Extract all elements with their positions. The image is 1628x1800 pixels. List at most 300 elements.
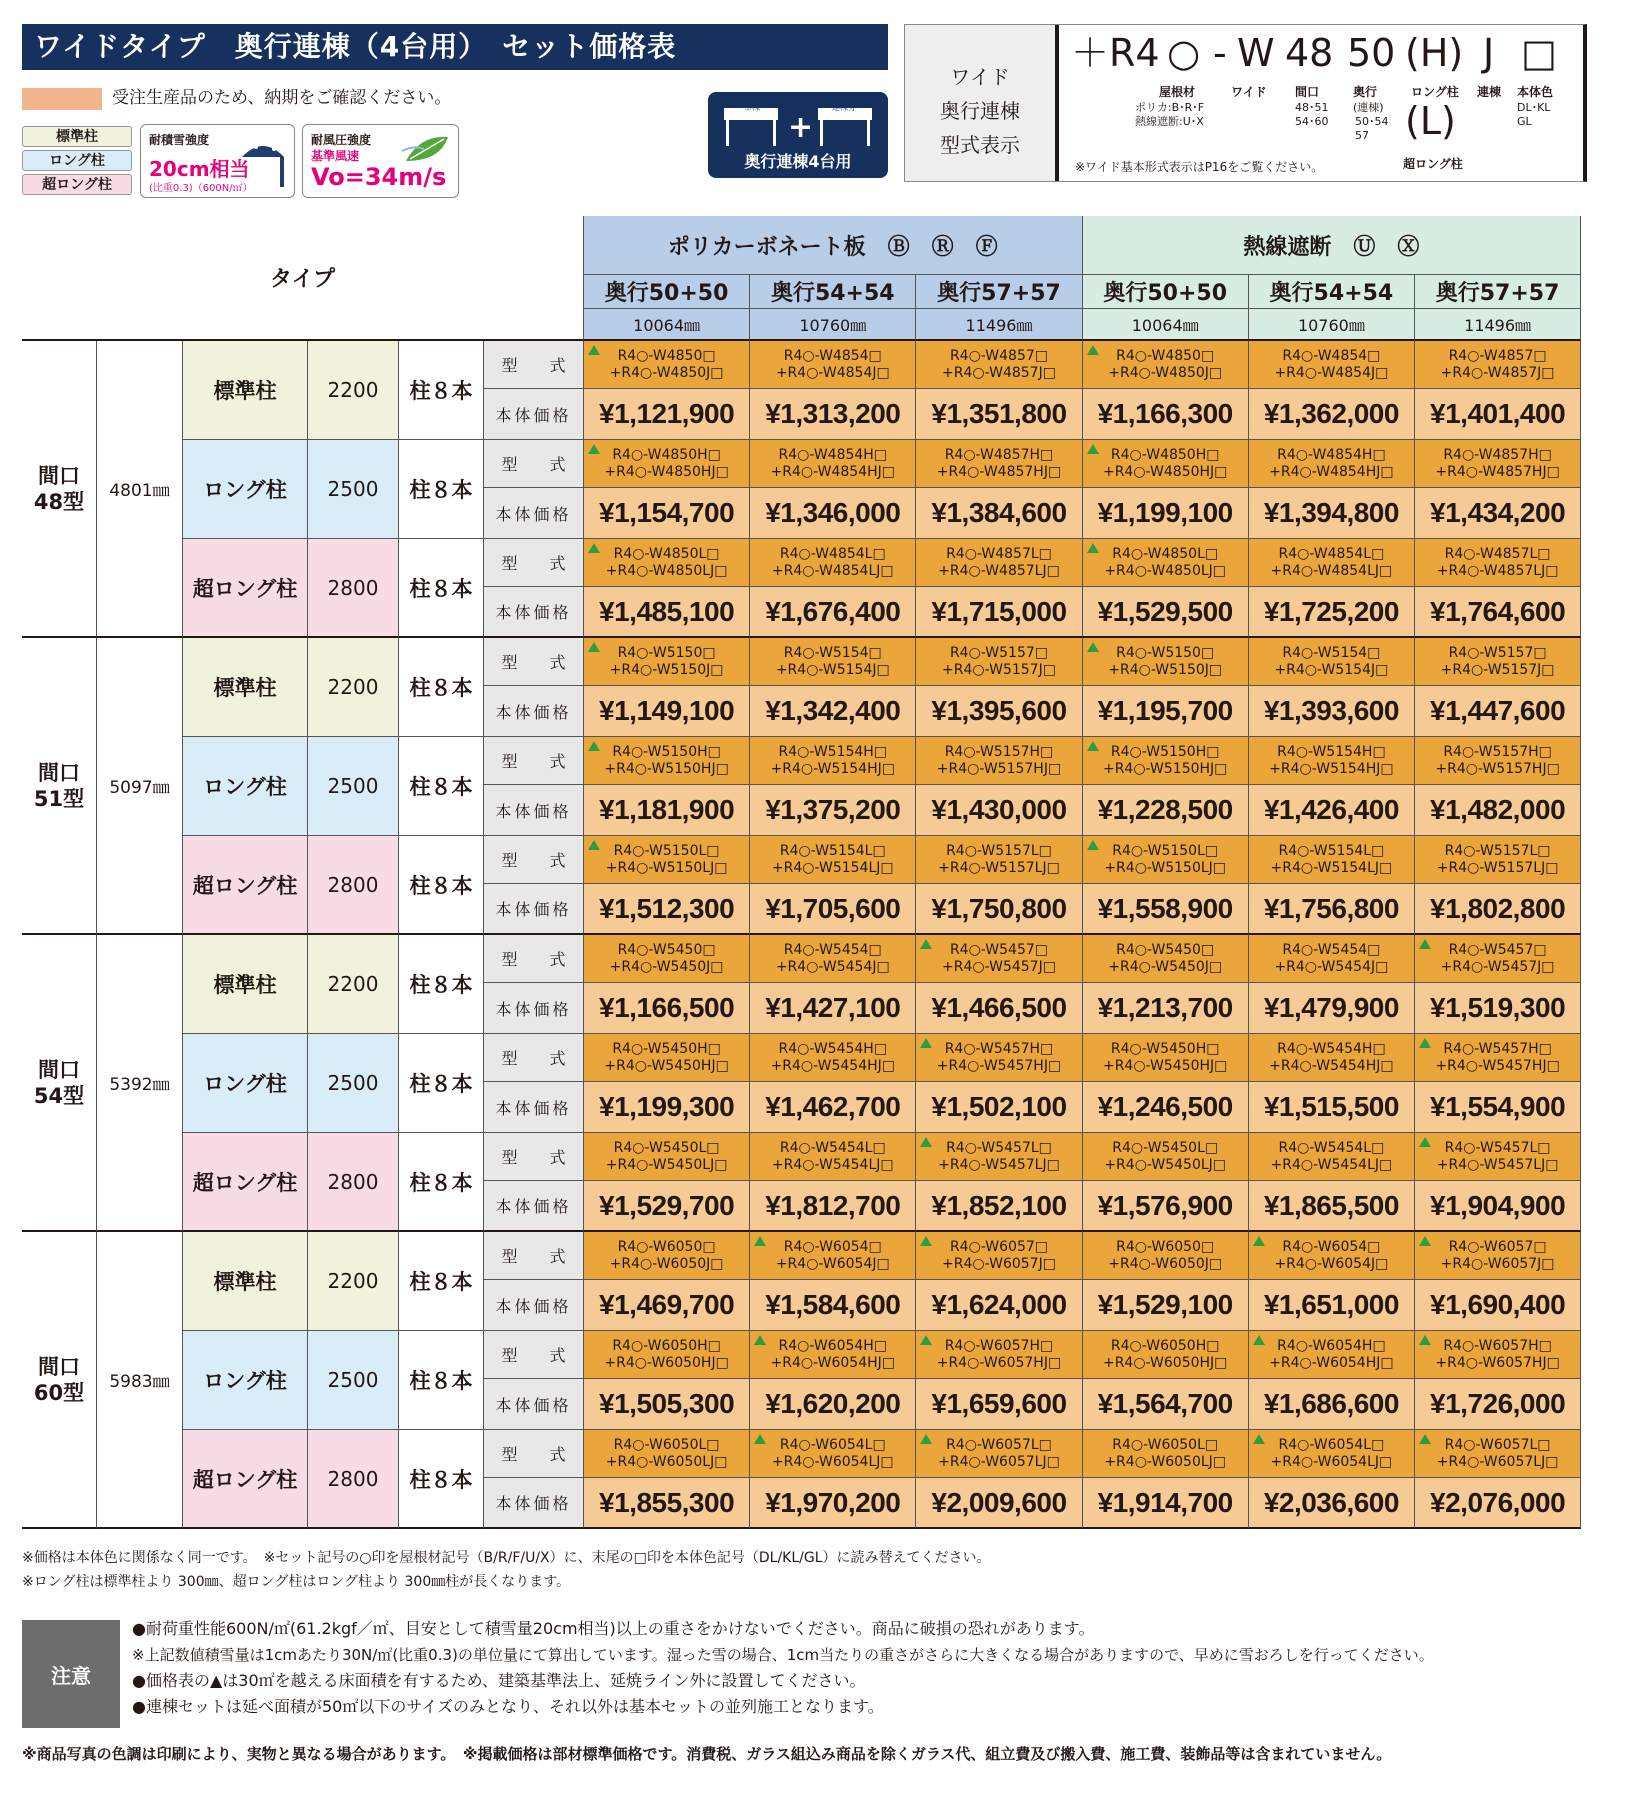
model-code-cell — [584, 1133, 750, 1181]
model-code-cell — [1083, 341, 1249, 389]
model-code-cell — [584, 440, 750, 488]
triangle-mark-icon — [588, 642, 600, 652]
price-cell: ¥1,362,000 — [1249, 389, 1415, 440]
price-cell: ¥1,690,400 — [1415, 1280, 1581, 1331]
model-code-text: R4○-W5457L□ — [946, 1139, 1052, 1156]
model-code-cell — [1083, 1232, 1249, 1280]
model-code-text: R4○-W5157□ — [949, 644, 1048, 661]
note-line: ※ロング柱は標準柱より 300㎜、超ロング柱はロング柱より 300㎜柱が長くなります。 — [22, 1574, 571, 1590]
model-code-cell — [1249, 638, 1415, 686]
model-code-text: +R4○-W4854HJ□ — [770, 463, 895, 480]
model-code-text: R4○-W5154□ — [1282, 644, 1381, 661]
model-code-cell — [1415, 935, 1581, 983]
model-code-cell — [750, 1232, 916, 1280]
model-code-text: +R4○-W5157HJ□ — [936, 760, 1062, 777]
model-code-text: R4○-W5457H□ — [1443, 1040, 1552, 1057]
model-code-text: R4○-W4850L□ — [613, 545, 720, 562]
model-code-text: +R4○-W4857LJ□ — [938, 562, 1060, 579]
price-cell: ¥1,166,300 — [1083, 389, 1249, 440]
model-row-label: 型 式 — [484, 1133, 584, 1181]
model-code-text: +R4○-W6057LJ□ — [938, 1453, 1060, 1470]
price-cell: ¥1,395,600 — [916, 686, 1082, 737]
length-header: 11496㎜ — [1415, 309, 1581, 341]
post-count: 柱８本 — [399, 836, 484, 935]
model-code-cell — [916, 1430, 1082, 1478]
model-code-text: R4○-W6050L□ — [613, 1436, 720, 1453]
code-label-color: 本体色 — [1517, 85, 1554, 99]
post-count: 柱８本 — [399, 1034, 484, 1133]
model-code-text: +R4○-W5454HJ□ — [1269, 1057, 1394, 1074]
price-row-label: 本体価格 — [484, 587, 584, 638]
model-code-text: R4○-W5150L□ — [1112, 842, 1219, 859]
model-code-text: R4○-W6054H□ — [778, 1337, 888, 1354]
model-code-text: R4○-W4850L□ — [1112, 545, 1219, 562]
price-cell: ¥1,342,400 — [750, 686, 916, 737]
model-code-text: +R4○-W5154LJ□ — [771, 859, 894, 876]
post-type: 標準柱 — [183, 1232, 308, 1331]
depth-sub: 57 — [1355, 129, 1369, 142]
model-code-text: R4○-W5150□ — [1116, 644, 1215, 661]
price-cell: ¥1,852,100 — [916, 1181, 1082, 1232]
price-row-label: 本体価格 — [484, 1082, 584, 1133]
price-cell: ¥1,426,400 — [1249, 785, 1415, 836]
model-code-text: +R4○-W5457HJ□ — [936, 1057, 1062, 1074]
length-header: 11496㎜ — [916, 309, 1082, 341]
model-code-text: R4○-W4854L□ — [1278, 545, 1385, 562]
model-row-label: 型 式 — [484, 836, 584, 884]
code-label-connect: 連棟 — [1477, 85, 1502, 99]
triangle-mark-icon — [588, 741, 600, 751]
group-header: 熱線遮断 Ⓤ Ⓧ — [1083, 216, 1582, 275]
model-code-text: R4○-W4857L□ — [1444, 545, 1551, 562]
model-code-text: +R4○-W5150J□ — [1108, 661, 1223, 678]
price-cell: ¥1,726,000 — [1415, 1379, 1581, 1430]
post-type: ロング柱 — [183, 737, 308, 836]
model-code-cell — [916, 1034, 1082, 1082]
price-cell: ¥1,855,300 — [584, 1478, 750, 1529]
page-title: ワイドタイプ 奥行連棟（4台用） セット価格表 — [22, 24, 888, 70]
model-code-text: +R4○-W6054HJ□ — [770, 1354, 895, 1371]
model-code-text: +R4○-W5457LJ□ — [1436, 1156, 1559, 1173]
made-to-order-swatch — [22, 88, 102, 110]
post-height: 2500 — [308, 1331, 399, 1430]
price-cell: ¥1,479,900 — [1249, 983, 1415, 1034]
legend-long-post: ロング柱 — [22, 150, 132, 171]
price-cell: ¥1,512,300 — [584, 884, 750, 935]
price-cell: ¥1,482,000 — [1415, 785, 1581, 836]
model-code-cell — [1249, 737, 1415, 785]
post-type: 超ロング柱 — [183, 836, 308, 935]
price-cell: ¥1,427,100 — [750, 983, 916, 1034]
model-code-text: +R4○-W4850HJ□ — [1102, 463, 1228, 480]
model-row-label: 型 式 — [484, 935, 584, 983]
triangle-mark-icon — [1087, 642, 1099, 652]
model-code-cell — [1083, 440, 1249, 488]
model-code-cell — [916, 341, 1082, 389]
post-height: 2500 — [308, 737, 399, 836]
model-code-text: +R4○-W6050HJ□ — [604, 1354, 729, 1371]
price-cell: ¥1,351,800 — [916, 389, 1082, 440]
section-width: 5983㎜ — [97, 1232, 183, 1529]
model-code-text: +R4○-W5157HJ□ — [1435, 760, 1560, 777]
model-code-text: R4○-W6050L□ — [1112, 1436, 1219, 1453]
section-name: 間口 48型 — [22, 341, 97, 638]
code-color: □ — [1521, 31, 1557, 75]
model-code-cell — [916, 539, 1082, 587]
snow-badge-sub: (比重0.3)（600N/㎡） — [149, 183, 253, 194]
price-cell: ¥1,764,600 — [1415, 587, 1581, 638]
triangle-mark-icon — [588, 444, 600, 454]
price-cell: ¥1,485,100 — [584, 587, 750, 638]
price-cell: ¥1,659,600 — [916, 1379, 1082, 1430]
model-code-text: +R4○-W6057J□ — [1440, 1255, 1555, 1272]
model-code-cell — [916, 836, 1082, 884]
code-label-width: 間口 — [1295, 85, 1320, 99]
model-code-cell — [916, 440, 1082, 488]
model-code-text: +R4○-W5157LJ□ — [1436, 859, 1559, 876]
model-code-cell — [1415, 1133, 1581, 1181]
snow-badge-heading: 耐積雪強度 — [149, 133, 210, 147]
model-code-text: R4○-W6050H□ — [1110, 1337, 1220, 1354]
snow-badge-value: 20cm相当 — [149, 157, 250, 181]
post-count: 柱８本 — [399, 737, 484, 836]
model-code-text: +R4○-W5450HJ□ — [1102, 1057, 1228, 1074]
price-cell: ¥1,529,500 — [1083, 587, 1249, 638]
post-type: 超ロング柱 — [183, 1133, 308, 1232]
model-caption-line: ワイド — [950, 65, 1010, 89]
model-code-text: +R4○-W4857HJ□ — [936, 463, 1062, 480]
model-row-label: 型 式 — [484, 539, 584, 587]
model-code-cell — [1083, 836, 1249, 884]
model-code-text: R4○-W5454L□ — [1278, 1139, 1385, 1156]
model-code-text: R4○-W6057L□ — [946, 1436, 1052, 1453]
model-code-text: R4○-W5450H□ — [612, 1040, 721, 1057]
post-type: 標準柱 — [183, 638, 308, 737]
depth-connected-4-car-badge — [708, 92, 888, 178]
model-code-cell — [1415, 737, 1581, 785]
model-code-text: R4○-W5457H□ — [944, 1040, 1054, 1057]
model-code-text: +R4○-W4850LJ□ — [1104, 562, 1227, 579]
model-code-text: R4○-W5454□ — [783, 941, 882, 958]
caution-line: ●連棟セットは延べ面積が50㎡以下のサイズのみとなり、それ以外は基本セットの並列施工となります。 — [132, 1697, 884, 1716]
model-code-text: R4○-W5150H□ — [612, 743, 721, 760]
model-code-text: +R4○-W5154HJ□ — [1269, 760, 1394, 777]
model-code-text: +R4○-W5454HJ□ — [770, 1057, 895, 1074]
model-code-text: +R4○-W5457J□ — [942, 958, 1056, 975]
model-code-text: R4○-W5454H□ — [778, 1040, 888, 1057]
model-code-cell — [1249, 1133, 1415, 1181]
section-width: 4801㎜ — [97, 341, 183, 638]
model-code-text: +R4○-W5450LJ□ — [1104, 1156, 1227, 1173]
model-code-text: R4○-W5450□ — [617, 941, 716, 958]
model-code-text: +R4○-W5454J□ — [1274, 958, 1389, 975]
price-cell: ¥1,430,000 — [916, 785, 1082, 836]
footer-note: ※商品写真の色調は印刷により、実物と異なる場合があります。 ※掲載価格は部材標準価格です。消費税、ガラス組込み商品を除くガラス代、組立費及び搬入費、施工費、装飾品等は含まれていません。 — [22, 1745, 1392, 1763]
model-code-text: R4○-W6057□ — [949, 1238, 1048, 1255]
model-code-cell — [584, 1034, 750, 1082]
model-code-text: +R4○-W4854LJ□ — [1270, 562, 1393, 579]
depth-header: 奥行54+54 — [1249, 275, 1415, 309]
model-code-text: +R4○-W5457LJ□ — [938, 1156, 1060, 1173]
model-code-text: +R4○-W5154J□ — [775, 661, 890, 678]
post-height: 2500 — [308, 1034, 399, 1133]
price-cell: ¥1,554,900 — [1415, 1082, 1581, 1133]
model-code-text: +R4○-W4854LJ□ — [771, 562, 894, 579]
code-label-depth: 奥行 — [1353, 85, 1378, 99]
connect-badge-label: 奥行連棟4台用 — [744, 152, 852, 171]
model-code-text: R4○-W6054L□ — [1278, 1436, 1385, 1453]
price-cell: ¥1,228,500 — [1083, 785, 1249, 836]
model-code-cell — [1415, 1430, 1581, 1478]
triangle-mark-icon — [1419, 1236, 1431, 1246]
price-cell: ¥1,466,500 — [916, 983, 1082, 1034]
price-cell: ¥1,620,200 — [750, 1379, 916, 1430]
model-code-text: R4○-W5154H□ — [778, 743, 888, 760]
triangle-mark-icon — [1087, 543, 1099, 553]
model-code-text: R4○-W6057L□ — [1444, 1436, 1551, 1453]
price-cell: ¥1,576,900 — [1083, 1181, 1249, 1232]
model-code-cell — [1249, 1430, 1415, 1478]
price-cell: ¥1,505,300 — [584, 1379, 750, 1430]
model-code-cell — [750, 836, 916, 884]
price-cell: ¥1,519,300 — [1415, 983, 1581, 1034]
price-cell: ¥1,750,800 — [916, 884, 1082, 935]
price-row-label: 本体価格 — [484, 983, 584, 1034]
model-code-cell — [1415, 341, 1581, 389]
legend-standard-post: 標準柱 — [22, 126, 132, 147]
triangle-mark-icon — [754, 1335, 766, 1345]
model-code-text: R4○-W6057□ — [1448, 1238, 1547, 1255]
price-cell: ¥1,715,000 — [916, 587, 1082, 638]
model-code-text: R4○-W5154H□ — [1277, 743, 1386, 760]
price-cell: ¥1,166,500 — [584, 983, 750, 1034]
triangle-mark-icon — [920, 1038, 932, 1048]
price-cell: ¥1,401,400 — [1415, 389, 1581, 440]
snow-load-badge — [140, 124, 295, 198]
model-code-text: +R4○-W5157LJ□ — [938, 859, 1060, 876]
made-to-order-notice: 受注生産品のため、納期をご確認ください。 — [112, 88, 452, 108]
price-cell: ¥1,529,700 — [584, 1181, 750, 1232]
model-code-cell — [1083, 638, 1249, 686]
price-cell: ¥1,246,500 — [1083, 1082, 1249, 1133]
section-name: 間口 51型 — [22, 638, 97, 935]
model-code-text: R4○-W4854□ — [783, 347, 882, 364]
model-code-text: +R4○-W4857J□ — [942, 364, 1056, 381]
length-header: 10064㎜ — [1083, 309, 1249, 341]
code-label-wide: ワイド — [1231, 85, 1267, 99]
model-code-text: R4○-W4854□ — [1282, 347, 1381, 364]
model-code-cell — [1415, 440, 1581, 488]
model-code-cell — [1249, 341, 1415, 389]
model-code-cell — [1083, 935, 1249, 983]
type-header: タイプ — [22, 216, 584, 341]
code-label-extra-long: 超ロング柱 — [1403, 157, 1463, 171]
leaf-icon — [400, 131, 452, 171]
model-code-text: +R4○-W4854J□ — [775, 364, 890, 381]
model-code-text: R4○-W5450□ — [1116, 941, 1215, 958]
triangle-mark-icon — [920, 1434, 932, 1444]
model-code-box — [904, 24, 1587, 182]
wind-badge-sub: 基準風速 — [311, 149, 360, 163]
model-code-cell — [1415, 1232, 1581, 1280]
model-code-cell — [916, 737, 1082, 785]
price-cell: ¥1,624,000 — [916, 1280, 1082, 1331]
model-code-text: R4○-W5154L□ — [779, 842, 886, 859]
model-code-cell — [1249, 836, 1415, 884]
model-caption-line: 型式表示 — [940, 133, 1020, 157]
model-code-text: R4○-W5157□ — [1448, 644, 1547, 661]
post-count: 柱８本 — [399, 1133, 484, 1232]
width-sub: 54･60 — [1295, 115, 1329, 128]
post-height: 2800 — [308, 836, 399, 935]
model-code-cell — [750, 935, 916, 983]
length-header: 10064㎜ — [584, 309, 750, 341]
model-code-cell — [1083, 539, 1249, 587]
price-cell: ¥1,515,500 — [1249, 1082, 1415, 1133]
price-cell: ¥1,462,700 — [750, 1082, 916, 1133]
price-cell: ¥1,529,100 — [1083, 1280, 1249, 1331]
model-code-text: +R4○-W6050J□ — [609, 1255, 724, 1272]
caution-line: ●価格表の▲は30㎡を越える床面積を有するため、建築基準法上、延焼ライン外に設置してください。 — [132, 1671, 866, 1690]
model-code-cell — [1415, 1034, 1581, 1082]
depth-header: 奥行54+54 — [750, 275, 916, 309]
price-cell: ¥1,676,400 — [750, 587, 916, 638]
model-code-text: R4○-W6050H□ — [612, 1337, 721, 1354]
model-code-text: +R4○-W5454LJ□ — [771, 1156, 894, 1173]
price-cell: ¥2,076,000 — [1415, 1478, 1581, 1529]
model-code-cell — [750, 440, 916, 488]
model-code-text: +R4○-W4850J□ — [1108, 364, 1223, 381]
post-type: 標準柱 — [183, 341, 308, 440]
model-row-label: 型 式 — [484, 1232, 584, 1280]
model-code-cell — [1249, 539, 1415, 587]
code-connect: J — [1483, 31, 1495, 75]
triangle-mark-icon — [588, 840, 600, 850]
model-code-cell — [750, 737, 916, 785]
price-cell: ¥1,149,100 — [584, 686, 750, 737]
model-code-text: +R4○-W5154J□ — [1274, 661, 1389, 678]
price-cell: ¥1,502,100 — [916, 1082, 1082, 1133]
model-code-cell — [916, 1232, 1082, 1280]
price-cell: ¥1,970,200 — [750, 1478, 916, 1529]
caution-line: ●耐荷重性能600N/㎡(61.2kgf／㎡、目安として積雪量20cm相当)以上の重さをかけないでください。商品に破損の恐れがあります。 — [132, 1619, 1095, 1638]
model-code-cell — [1083, 1034, 1249, 1082]
model-code-cell — [1249, 440, 1415, 488]
model-code-text: +R4○-W5450HJ□ — [604, 1057, 729, 1074]
model-code-text: +R4○-W4857HJ□ — [1435, 463, 1560, 480]
price-cell: ¥1,121,900 — [584, 389, 750, 440]
price-cell: ¥1,346,000 — [750, 488, 916, 539]
price-cell: ¥1,651,000 — [1249, 1280, 1415, 1331]
model-code-cell — [584, 539, 750, 587]
price-row-label: 本体価格 — [484, 1379, 584, 1430]
model-code-cell — [1249, 1034, 1415, 1082]
model-code-text: +R4○-W4850LJ□ — [605, 562, 728, 579]
triangle-mark-icon — [754, 1434, 766, 1444]
model-code-cell — [750, 638, 916, 686]
model-code-cell — [584, 1232, 750, 1280]
model-code-text: R4○-W5457L□ — [1444, 1139, 1551, 1156]
group-header: ポリカーボネート板 Ⓑ Ⓡ Ⓕ — [584, 216, 1083, 275]
model-code-text: R4○-W4854H□ — [778, 446, 888, 463]
model-code-text: +R4○-W6057HJ□ — [936, 1354, 1062, 1371]
price-cell: ¥1,195,700 — [1083, 686, 1249, 737]
model-row-label: 型 式 — [484, 638, 584, 686]
model-row-label: 型 式 — [484, 341, 584, 389]
model-code-text: R4○-W6054□ — [783, 1238, 882, 1255]
price-row-label: 本体価格 — [484, 686, 584, 737]
triangle-mark-icon — [1419, 1335, 1431, 1345]
model-code-cell — [584, 836, 750, 884]
post-type: 超ロング柱 — [183, 1430, 308, 1529]
model-code-text: +R4○-W4850HJ□ — [604, 463, 729, 480]
model-code-text: +R4○-W5150HJ□ — [1102, 760, 1228, 777]
price-cell: ¥2,036,600 — [1249, 1478, 1415, 1529]
model-code-cell — [750, 341, 916, 389]
price-cell: ¥1,375,200 — [750, 785, 916, 836]
model-code-cell — [1083, 1430, 1249, 1478]
model-row-label: 型 式 — [484, 1430, 584, 1478]
price-cell: ¥1,802,800 — [1415, 884, 1581, 935]
price-cell: ¥1,199,100 — [1083, 488, 1249, 539]
snow-carport-icon — [238, 133, 288, 189]
model-code-text: +R4○-W5150HJ□ — [604, 760, 729, 777]
plus-sign: + — [788, 110, 814, 145]
triangle-mark-icon — [1087, 444, 1099, 454]
price-cell: ¥1,865,500 — [1249, 1181, 1415, 1232]
model-code-text: +R4○-W6050J□ — [1108, 1255, 1223, 1272]
model-code-text: +R4○-W6054J□ — [775, 1255, 890, 1272]
model-code-text: R4○-W5157L□ — [946, 842, 1052, 859]
model-code-cell — [584, 1331, 750, 1379]
wind-pressure-badge — [302, 124, 459, 198]
model-code-text: +R4○-W5450J□ — [1108, 958, 1223, 975]
model-code-text: R4○-W5150H□ — [1110, 743, 1220, 760]
model-code-text: R4○-W4854H□ — [1277, 446, 1386, 463]
post-type: ロング柱 — [183, 440, 308, 539]
code-depth: 50 — [1347, 31, 1396, 75]
model-code-text: +R4○-W6050LJ□ — [605, 1453, 728, 1470]
post-height: 2800 — [308, 1430, 399, 1529]
post-type: ロング柱 — [183, 1331, 308, 1430]
model-code-text: R4○-W5450H□ — [1110, 1040, 1220, 1057]
model-code-text: R4○-W5154L□ — [1278, 842, 1385, 859]
triangle-mark-icon — [920, 1236, 932, 1246]
model-code-text: +R4○-W6054LJ□ — [1270, 1453, 1393, 1470]
triangle-mark-icon — [588, 543, 600, 553]
price-cell: ¥1,904,900 — [1415, 1181, 1581, 1232]
price-cell: ¥1,584,600 — [750, 1280, 916, 1331]
model-code-note: ※ワイド基本形式表示はP16をご覧ください。 — [1075, 160, 1324, 174]
code-roof: ○ — [1167, 31, 1201, 75]
price-cell: ¥2,009,600 — [916, 1478, 1082, 1529]
post-count: 柱８本 — [399, 440, 484, 539]
model-code-text: +R4○-W4850J□ — [609, 364, 724, 381]
model-code-text: R4○-W4854L□ — [779, 545, 886, 562]
triangle-mark-icon — [1253, 1335, 1265, 1345]
post-count: 柱８本 — [399, 1430, 484, 1529]
price-cell: ¥1,564,700 — [1083, 1379, 1249, 1430]
model-row-label: 型 式 — [484, 1034, 584, 1082]
price-cell: ¥1,756,800 — [1249, 884, 1415, 935]
price-row-label: 本体価格 — [484, 488, 584, 539]
triangle-mark-icon — [754, 1236, 766, 1246]
model-code-text: +R4○-W5450J□ — [609, 958, 724, 975]
model-code-cell — [916, 638, 1082, 686]
model-code-text: R4○-W5457□ — [949, 941, 1048, 958]
model-code-text: +R4○-W6054HJ□ — [1269, 1354, 1394, 1371]
model-code-cell — [916, 935, 1082, 983]
